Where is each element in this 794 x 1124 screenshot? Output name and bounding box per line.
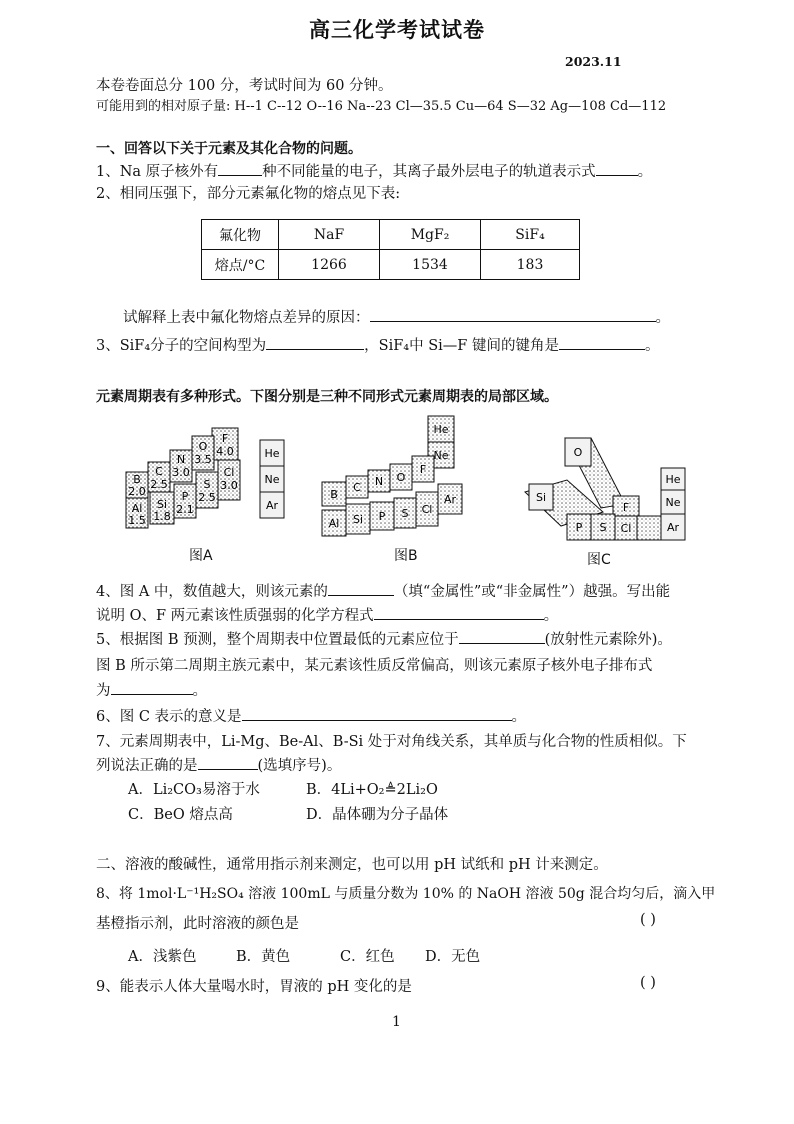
element-symbol: Ne: [433, 449, 449, 462]
question-7-cont: 列说法正确的是 (选填序号)。: [96, 758, 342, 774]
exam-date: 2023.11: [565, 54, 622, 69]
question-5-end: 为 。: [96, 683, 207, 699]
table-row: [202, 250, 580, 280]
figure-c-caption: 图C: [587, 552, 611, 568]
section-1-heading: 一、回答以下关于元素及其化合物的问题。: [96, 141, 362, 157]
periodic-table-intro: 元素周期表有多种形式。下图分别是三种不同形式元素周期表的局部区域。: [96, 389, 558, 405]
table-row: [202, 220, 580, 250]
element-symbol: C: [353, 481, 361, 494]
electronegativity-value: 3.5: [194, 453, 212, 466]
question-8-answer-paren[interactable]: ( ): [640, 912, 656, 928]
element-symbol: Ar: [265, 499, 279, 512]
electronegativity-value: 2.5: [198, 491, 216, 504]
element-symbol: Al: [328, 517, 340, 530]
element-symbol: Si: [156, 498, 168, 511]
section-2-heading: 二、溶液的酸碱性，通常用指示剂来测定，也可以用 pH 试纸和 pH 计来测定。: [96, 857, 608, 873]
figure-b-periodic-table: [316, 414, 490, 544]
answer-blank[interactable]: [596, 163, 638, 176]
electronegativity-value: 2.0: [128, 485, 146, 498]
answer-blank[interactable]: [218, 163, 262, 176]
element-symbol: Si: [535, 491, 547, 504]
question-5: 5、根据图 B 预测，整个周期表中位置最低的元素应位于 (放射性元素除外)。: [96, 632, 672, 648]
table-cell: 183: [481, 250, 580, 280]
q7-option-a[interactable]: A．Li₂CO₃易溶于水: [128, 782, 260, 798]
element-symbol: He: [665, 473, 681, 486]
element-symbol: Si: [352, 513, 364, 526]
element-symbol: O: [573, 446, 583, 459]
answer-blank[interactable]: [459, 631, 545, 644]
question-7: 7、元素周期表中，Li-Mg、Be-Al、B-Si 处于对角线关系，其单质与化合物的性质相似。下: [96, 734, 687, 750]
q8-option-d[interactable]: D．无色: [425, 949, 481, 965]
q7-option-c[interactable]: C．BeO 熔点高: [128, 807, 233, 823]
question-3: 3、SiF₄分子的空间构型为 ，SiF₄中 Si—F 键间的键角是 。: [96, 338, 660, 354]
electronegativity-value: 3.0: [220, 479, 238, 492]
table-header-cell: 氟化物: [202, 220, 279, 250]
fluoride-melting-point-table: [201, 219, 580, 280]
table-header-cell: SiF₄: [481, 220, 580, 250]
figure-b-caption: 图B: [394, 548, 418, 564]
element-symbol: Cl: [223, 466, 235, 479]
electronegativity-value: 4.0: [216, 445, 234, 458]
element-symbol: O: [198, 440, 208, 453]
element-symbol: Ar: [443, 493, 457, 506]
figure-a-periodic-table: [112, 426, 302, 542]
element-symbol: B: [133, 473, 141, 486]
question-4-cont: 说明 O、F 两元素该性质强弱的化学方程式 。: [96, 608, 559, 624]
element-symbol: F: [622, 501, 630, 514]
element-symbol: N: [176, 453, 186, 466]
element-symbol: S: [599, 521, 607, 534]
element-symbol: Cl: [620, 522, 632, 535]
figure-c-periodic-table: [505, 434, 691, 546]
element-symbol: He: [433, 423, 449, 436]
question-2: 2、相同压强下，部分元素氟化物的熔点见下表:: [96, 186, 401, 202]
electronegativity-value: 1.8: [153, 510, 171, 523]
answer-blank[interactable]: [374, 607, 544, 620]
element-symbol: He: [264, 447, 280, 460]
element-symbol: S: [401, 507, 409, 520]
exam-info-atomic-mass: 可能用到的相对原子量: H--1 C--12 O--16 Na--23 Cl—35.5 Cu—64 S—32 Ag—108 Cd—112: [96, 99, 667, 114]
page-number: 1: [392, 1014, 401, 1030]
figure-a-caption: 图A: [189, 548, 213, 564]
element-symbol: Al: [131, 502, 143, 515]
question-1: 1、Na 原子核外有 种不同能量的电子，其离子最外层电子的轨道表示式 。: [96, 164, 653, 180]
answer-blank[interactable]: [266, 337, 364, 350]
table-header-cell: MgF₂: [380, 220, 481, 250]
answer-blank[interactable]: [370, 309, 656, 322]
q8-option-a[interactable]: A．浅紫色: [128, 949, 197, 965]
question-2-explain: 试解释上表中氟化物熔点差异的原因： 。: [123, 310, 670, 326]
electronegativity-value: 3.0: [172, 466, 190, 479]
answer-blank[interactable]: [242, 708, 512, 721]
q7-option-b[interactable]: B．4Li+O₂≜2Li₂O: [306, 782, 438, 798]
question-9-answer-paren[interactable]: ( ): [640, 975, 656, 991]
answer-blank[interactable]: [328, 583, 394, 596]
table-header-cell: NaF: [279, 220, 380, 250]
element-symbol: Ar: [666, 521, 680, 534]
element-symbol: Cl: [421, 503, 433, 516]
question-8-cont: 基橙指示剂，此时溶液的颜色是: [96, 916, 299, 932]
element-symbol: B: [330, 488, 338, 501]
question-5-cont: 图 B 所示第二周期主族元素中，某元素该性质反常偏高，则该元素原子核外电子排布式: [96, 658, 653, 674]
question-8: 8、将 1mol·L⁻¹H₂SO₄ 溶液 100mL 与质量分数为 10% 的 NaOH 溶液 50g 混合均匀后，滴入甲: [96, 886, 716, 902]
element-symbol: P: [378, 510, 386, 523]
table-cell: 1266: [279, 250, 380, 280]
electronegativity-value: 1.5: [128, 514, 146, 527]
element-symbol: N: [374, 475, 384, 488]
answer-blank[interactable]: [198, 757, 258, 770]
question-4: 4、图 A 中，数值越大，则该元素的 （填“金属性”或“非金属性”）越强。写出能: [96, 584, 671, 600]
table-cell: 1534: [380, 250, 481, 280]
element-symbol: S: [203, 478, 211, 491]
question-9: 9、能表示人体大量喝水时，胃液的 pH 变化的是: [96, 979, 412, 995]
element-symbol: C: [155, 465, 163, 478]
element-symbol: Ne: [264, 473, 280, 486]
q7-option-d[interactable]: D．晶体硼为分子晶体: [306, 807, 449, 823]
element-symbol: F: [419, 463, 427, 476]
q8-option-c[interactable]: C．红色: [340, 949, 395, 965]
element-symbol: P: [181, 490, 189, 503]
electronegativity-value: 2.5: [150, 478, 168, 491]
exam-info-total: 本卷卷面总分 100 分，考试时间为 60 分钟。: [96, 78, 393, 94]
answer-blank[interactable]: [559, 337, 645, 350]
q8-option-b[interactable]: B．黄色: [236, 949, 291, 965]
element-symbol: O: [396, 471, 406, 484]
element-symbol: Ne: [665, 496, 681, 509]
question-6: 6、图 C 表示的意义是 。: [96, 709, 527, 725]
element-symbol: F: [221, 432, 229, 445]
table-cell: 熔点/°C: [202, 250, 279, 280]
answer-blank[interactable]: [111, 682, 193, 695]
page-title: 高三化学考试试卷: [309, 18, 485, 42]
element-symbol: P: [575, 521, 583, 534]
electronegativity-value: 2.1: [176, 503, 194, 516]
